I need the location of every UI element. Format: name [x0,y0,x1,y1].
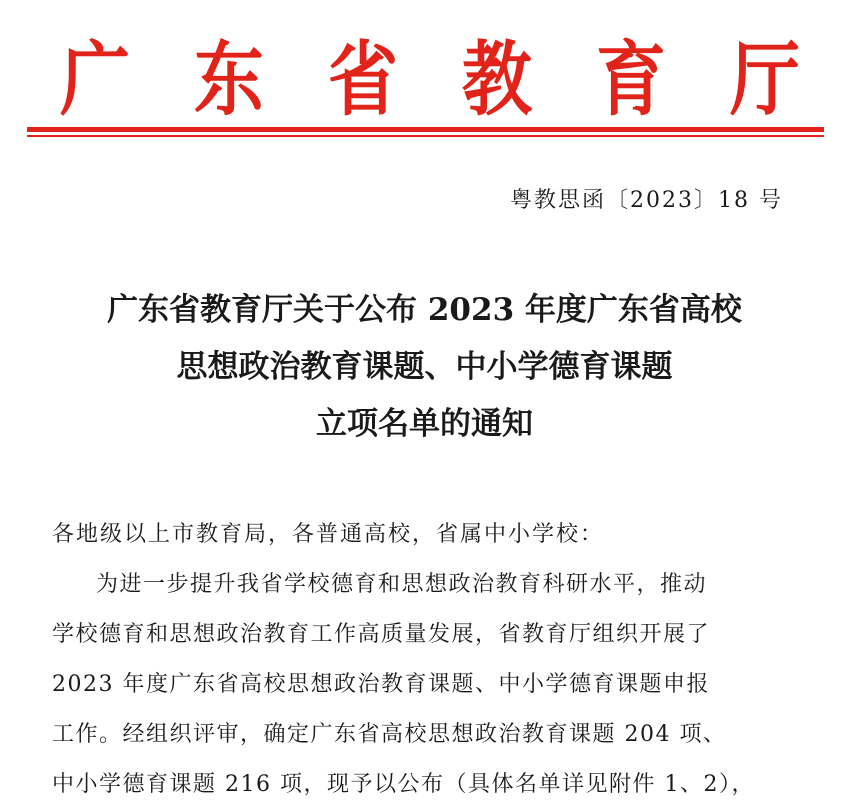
letterhead-char: 厅 [730,31,800,128]
body-line: 2023 年度广东省高校思想政治教育课题、中小学德育课题申报 [52,672,710,697]
document-title [0,282,849,453]
letterhead-char: 育 [596,31,666,128]
letterhead-char: 教 [462,31,532,128]
letterhead-char: 东 [194,31,264,128]
title-line: 广东省教育厅关于公布 2023 年度广东省高校 [107,292,742,328]
body-line: 学校德育和思想政治教育工作高质量发展，省教育厅组织开展了 [52,622,711,647]
addressee: 各地级以上市教育局，各普通高校，省属中小学校： [52,522,605,547]
red-divider-thin [27,135,824,137]
letterhead-char: 省 [328,31,398,128]
red-divider [27,127,824,132]
letterhead-char: 广 [60,31,130,128]
body-line: 为进一步提升我省学校德育和思想政治教育科研水平，推动 [96,572,708,597]
body-line: 中小学德育课题 216 项，现予以公布（具体名单详见附件 1、2）， [52,772,755,797]
document-body [52,510,802,810]
title-line: 思想政治教育课题、中小学德育课题 [176,349,673,385]
title-line: 立项名单的通知 [316,406,533,442]
body-line: 工作。经组织评审，确定广东省高校思想政治教育课题 204 项、 [52,722,727,747]
letterhead [60,30,800,130]
document-number: 粤教思函〔2023〕18 号 [510,188,783,213]
